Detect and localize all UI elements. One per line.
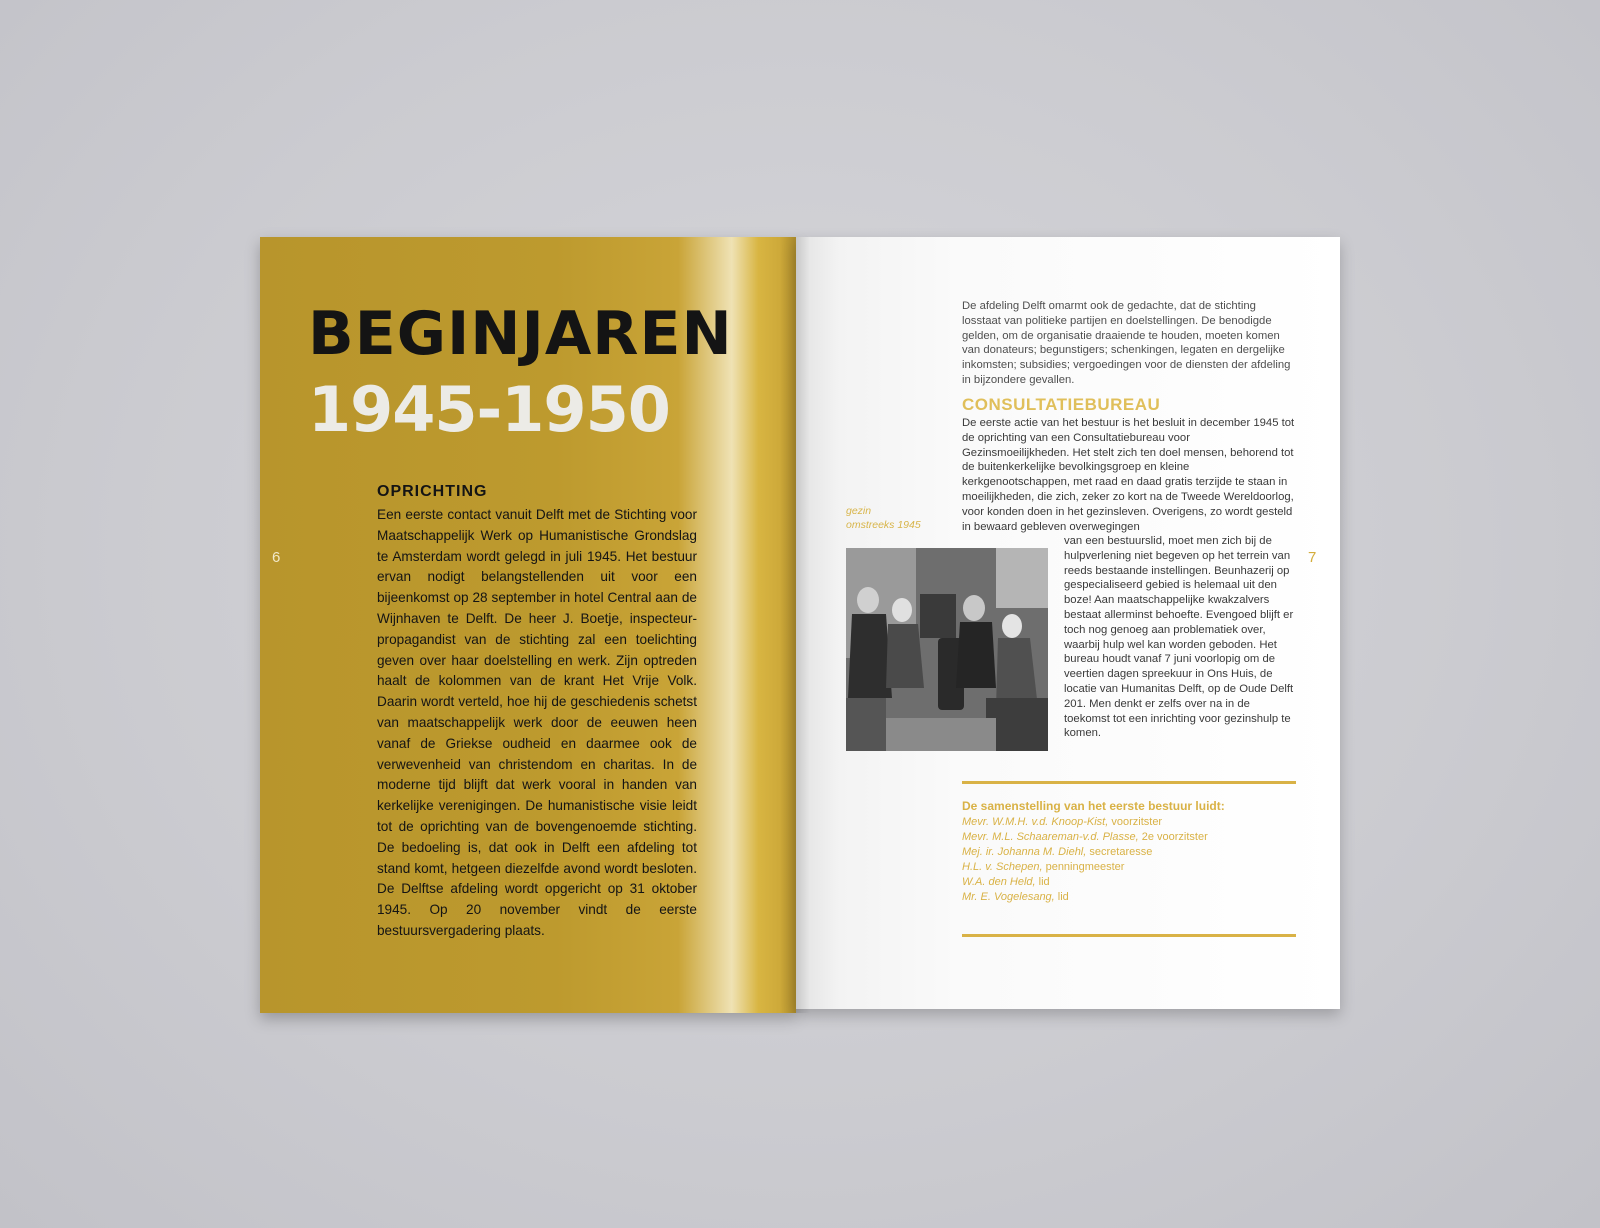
- caption-line-2: omstreeks 1945: [846, 519, 921, 531]
- left-page: [260, 237, 796, 1013]
- board-title: De samenstelling van het eerste bestuur luidt:: [962, 799, 1225, 813]
- board-member: Mevr. W.M.H. v.d. Knoop-Kist, voorzitster: [962, 816, 1163, 828]
- intro-paragraph: De afdeling Delft omarmt ook de gedachte, dat de stichting losstaat van politieke partijen en doelstellingen. De benodigde gelden, om de organisatie draaiende te houden, moeten komen van donateurs; begunstigers; schenkingen, legaten en dergelijke inkomsten; subsidies; vergoedingen voor de diensten der afdeling in bijzondere gevallen.: [962, 300, 1291, 386]
- family-photo: [846, 548, 1048, 751]
- page-number-left: 6: [272, 549, 281, 566]
- section-heading-oprichting: OPRICHTING: [377, 483, 488, 500]
- title-years: 1945-1950: [308, 373, 670, 446]
- divider-top: [962, 781, 1296, 784]
- board-member: Mr. E. Vogelesang, lid: [962, 891, 1069, 903]
- board-member-list: [962, 815, 1208, 905]
- board-member: Mej. ir. Johanna M. Diehl, secretaresse: [962, 846, 1153, 858]
- page-title: BEGINJAREN: [308, 299, 733, 369]
- right-page: [796, 237, 1340, 1009]
- page-number-right: 7: [1308, 549, 1317, 566]
- section-heading-consultatiebureau: CONSULTATIEBUREAU: [962, 395, 1161, 414]
- family-photo-illustration: [846, 548, 1048, 751]
- caption-line-1: gezin: [846, 505, 872, 517]
- brochure-spread: [260, 237, 1340, 1013]
- body-text-continued: van een bestuurslid, moet men zich bij de hulpverlening niet begeven op het terrein van reeds bestaande instellingen. Beunhazerij op gespecialiseerd gebied is helemaal uit den boze! Aan maatschappelijke kwakzalvers bestaat allerminst behoefte. Evengoed blijft er toch nog genoeg aan problematiek over, waarbij hulp wel kan worden geboden. Het bureau houdt vanaf 7 juni voorlopig om de veertien dagen spreekuur in Ons Huis, de locatie van Humanitas Delft, op de Oude Delft 201. Men denkt er zelfs over na in de toekomst tot een inrichting voor gezinshulp te komen.: [1064, 535, 1294, 740]
- spine-shadow: [780, 237, 810, 1013]
- divider-bottom: [962, 934, 1296, 937]
- board-member: Mevr. M.L. Schaareman-v.d. Plasse, 2e voorzitster: [962, 831, 1208, 843]
- body-text-consultatiebureau: De eerste actie van het bestuur is het besluit in december 1945 tot de oprichting van een Consultatiebureau voor Gezinsmoeilijkheden. Het stelt zich ten doel mensen, behorend tot de buitenkerkelijke bevolkingsgroep en kleine kerkgenootschappen, met raad en daad gratis terzijde te staan in moeilijkheden, die zich, zeker zo kort na de Tweede Wereldoorlog, voor konden doen in het gezinsleven. Overigens, zo wordt gesteld in bewaard gebleven overwegingen: [962, 417, 1295, 533]
- body-text-oprichting: Een eerste contact vanuit Delft met de Stichting voor Maatschappelijk Werk op Humanistische Grondslag te Amsterdam wordt gelegd in juli 1945. Het bestuur ervan nodigt belangstellenden uit voor een bijeenkomst op 28 september in hotel Central aan de Wijnhaven te Delft. De heer J. Boetje, inspecteur-propagandist van de stichting zal een toelichting geven over haar doelstelling en werk. Zijn optreden haalt de kolommen van de krant Het Vrije Volk. Daarin wordt verteld, hoe hij de geschiedenis schetst van maatschappelijk werk door de eeuwen heen vanaf de Griekse oudheid en daarmee ook de verwevenheid van christendom en charitas. In de moderne tijd blijft dat werk vooral in handen van kerkelijke verenigingen. De humanistische visie leidt tot de oprichting van de bovengenoemde stichting. De bedoeling is, dat ook in Delft een afdeling tot stand komt, hetgeen diezelfde avond wordt besloten. De Delftse afdeling wordt opgericht op 31 oktober 1945. Op 20 november vindt de eerste bestuursvergadering plaats.: [377, 507, 697, 938]
- board-member: W.A. den Held, lid: [962, 876, 1050, 888]
- photo-caption: [846, 504, 966, 532]
- board-member: H.L. v. Schepen, penningmeester: [962, 861, 1125, 873]
